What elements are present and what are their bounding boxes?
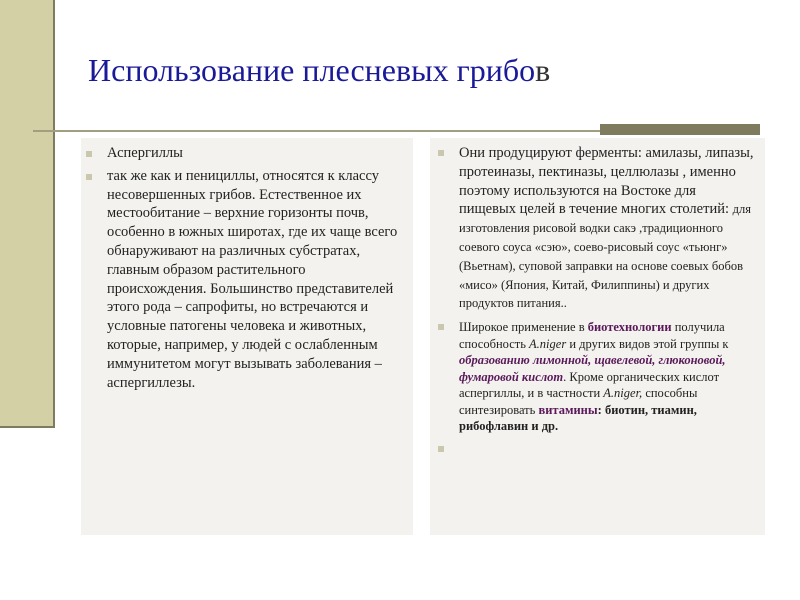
bullet-text: Аспергиллы [107, 145, 183, 161]
bullet-text: получила способность [459, 320, 725, 351]
bullet-text: способны синтезировать [459, 386, 698, 417]
slide-title [88, 52, 550, 89]
bullet-subtext: для изготовления рисовой водки сакэ ,традиционного соевого соуса «сэю», соево-рисовый соус «тьюнг» (Вьетнам), суповой заправки на основе соевых бобов «мисо» (Япония, Китай, Филиппины) и других продуктов питания.. [459, 202, 751, 311]
slide-title-tail: в [535, 52, 551, 88]
square-bullet-icon [438, 150, 444, 156]
title-rule-block [600, 124, 760, 135]
decorative-bar-bottom-line [0, 426, 53, 428]
list-item-empty [459, 441, 755, 459]
square-bullet-icon [438, 446, 444, 452]
list-item [107, 144, 403, 163]
square-bullet-icon [438, 324, 444, 330]
species-name: A.niger [529, 336, 567, 351]
right-text-panel [430, 138, 765, 535]
decorative-side-bar [0, 0, 53, 428]
left-text-panel [81, 138, 413, 535]
species-name: A.niger, [603, 386, 643, 401]
bullet-text: . Кроме органических кислот аспергиллы, и в частности [459, 369, 720, 401]
vitamins-list: биотин, тиамин, рибофлавин и др. [459, 402, 697, 434]
bullet-text: : [597, 402, 602, 417]
acids-term: образованию лимонной, щавелевой, глюконовой, фумаровой кислот [459, 353, 726, 384]
bullet-text: Широкое применение в [459, 320, 588, 335]
square-bullet-icon [86, 151, 92, 157]
bullet-text: Они продуцируют ферменты: амилазы, липазы, протеиназы, пектиназы, целлюлазы , именно поэтому используются на Востоке для пищевых целей в течение многих столетий: [459, 145, 754, 218]
vitamins-term: витамины [538, 402, 598, 417]
bullet-text: и других видов этой группы к [566, 336, 729, 351]
left-bullet-list [81, 138, 413, 392]
biotech-term: биотехнологии [587, 320, 672, 335]
list-item [107, 167, 403, 393]
square-bullet-icon [86, 174, 92, 180]
title-rule [33, 130, 601, 132]
slide-title-main: Использование плесневых грибо [88, 52, 536, 88]
bullet-text: так же как и пенициллы, относятся к классу несовершенных грибов. Естественное их местообитание – верхние горизонты почв, особенно в южных широтах, где их чаще всего обнаруживают на различных субстратах, главным образом растительного происхождения. Большинство представителей этого рода – сапрофиты, но встречаются и условные патогены человека и животных, которые, например, у людей с ослабленным иммунитетом могут вызывать заболевания – аспергиллезы. [107, 167, 398, 391]
right-bullet-list [430, 138, 765, 459]
list-item [459, 319, 755, 435]
decorative-side-line [53, 0, 55, 428]
list-item [459, 144, 755, 313]
